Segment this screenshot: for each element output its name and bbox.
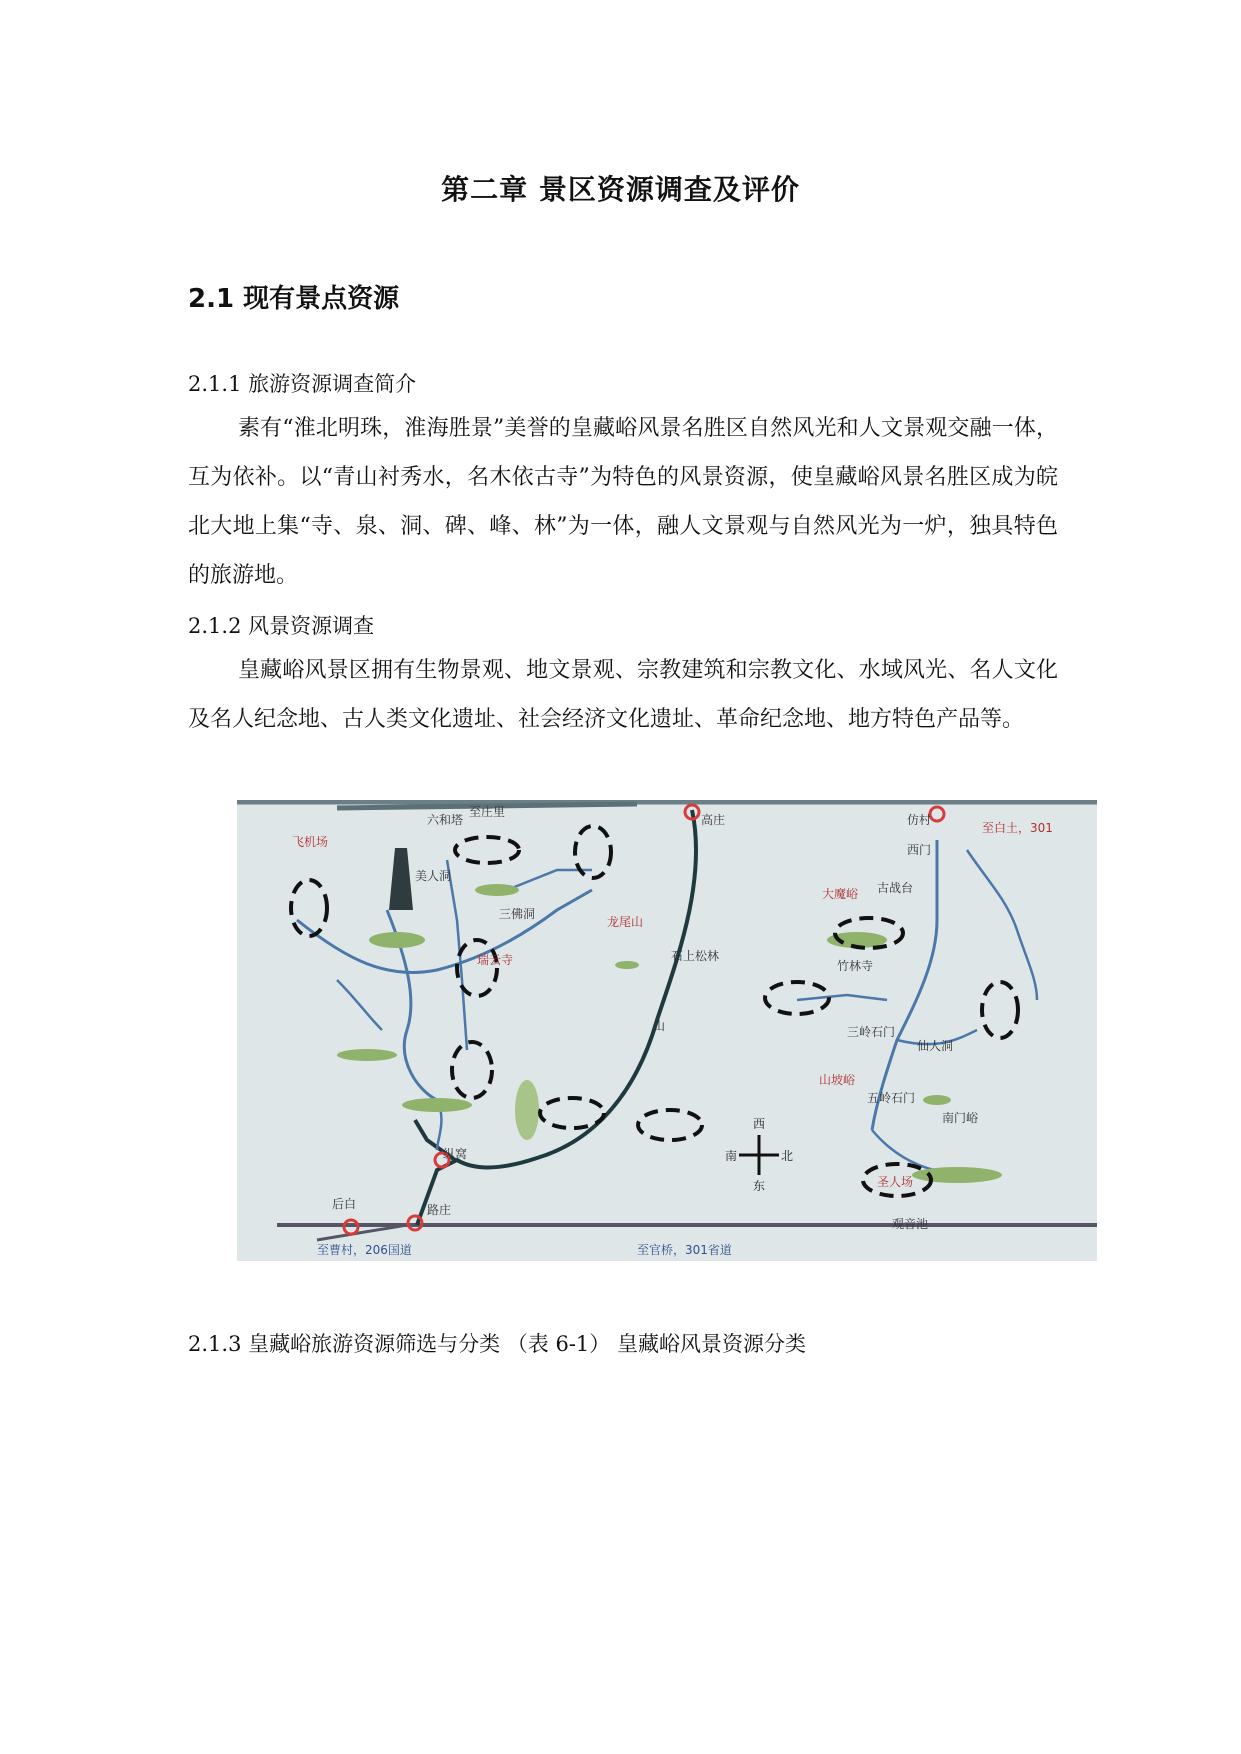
map-label-wuling: 五岭石门	[867, 1091, 916, 1105]
map-label-xiaoguanmen: 大魔峪	[822, 887, 859, 901]
map-label-fucun: 仿村	[907, 813, 932, 827]
map-label-shengren: 圣人场	[877, 1175, 914, 1189]
paragraph-resources: 皇藏峪风景区拥有生物景观、地文景观、宗教建筑和宗教文化、水域风光、名人文化及名人纪念地、古人类文化遗址、社会经济文化遗址、革命纪念地、地方特色产品等。	[188, 658, 1058, 732]
map-label-longwei: 龙尾山	[607, 915, 644, 929]
map-label-nanmen: 南门峪	[942, 1111, 979, 1125]
map-label-ximen: 西门	[907, 843, 932, 857]
map-label-liuhe: 六和塔	[427, 813, 464, 827]
map-label-baitu: 至白土，301	[982, 821, 1053, 835]
map-graphic	[237, 800, 1097, 1261]
compass-south: 南	[725, 1149, 738, 1163]
map-label-ruiyun: 瑞云寺	[477, 953, 514, 967]
paragraph-intro: 素有“淮北明珠，淮海胜景”美誉的皇藏峪风景名胜区自然风光和人文景观交融一体，互为依补。以“青山衬秀水，名木依古寺”为特色的风景资源，使皇藏峪风景名胜区成为皖北大地上集“寺、泉、洞、碑、峰、林”为一体，融人文景观与自然风光为一炉，独具特色的旅游地。	[188, 416, 1058, 588]
map-label-sanqiao: 三岭石门	[847, 1025, 896, 1039]
section-title: 2.1 现有景点资源	[188, 284, 400, 314]
compass-west: 西	[753, 1117, 766, 1131]
compass-east: 东	[753, 1179, 766, 1193]
map-label-zhuangli: 至庄里	[469, 805, 506, 819]
map-label-houbai: 后白	[332, 1197, 357, 1211]
map-label-meiren: 美人洞	[415, 869, 452, 883]
chapter-title: 第二章 景区资源调查及评价	[441, 173, 800, 206]
map-label-luzhuang: 路庄	[427, 1203, 452, 1217]
map-label-guyi: 古战台	[877, 881, 914, 895]
map-label-xianren: 仙人洞	[917, 1039, 954, 1053]
compass-north: 北	[781, 1149, 794, 1163]
map-label-chengbei: 至曹村，206国道	[317, 1243, 412, 1257]
scenic-area-map	[237, 800, 1097, 1261]
map-label-sanfo: 三佛洞	[499, 907, 536, 921]
map-label-feijichang: 飞机场	[292, 835, 329, 849]
map-label-zhiguan: 至官桥，301省道	[637, 1243, 732, 1257]
map-label-gaozhuang: 高庄	[701, 813, 726, 827]
subsection-2-1-1: 2.1.1 旅游资源调查简介	[188, 372, 417, 396]
subsection-2-1-2: 2.1.2 风景资源调查	[188, 614, 375, 638]
map-label-guanyin: 观音池	[892, 1217, 929, 1231]
map-label-zhulin: 竹林寺	[837, 959, 874, 973]
map-label-shishang: 石上松林	[671, 949, 720, 963]
map-label-fuzhuang: 纵窝	[443, 1147, 468, 1161]
map-label-shanpo: 山坡峪	[819, 1073, 856, 1087]
subsection-2-1-3: 2.1.3 皇藏峪旅游资源筛选与分类 （表 6-1） 皇藏峪风景资源分类	[188, 1332, 806, 1356]
map-label-shan: 山	[653, 1019, 666, 1033]
